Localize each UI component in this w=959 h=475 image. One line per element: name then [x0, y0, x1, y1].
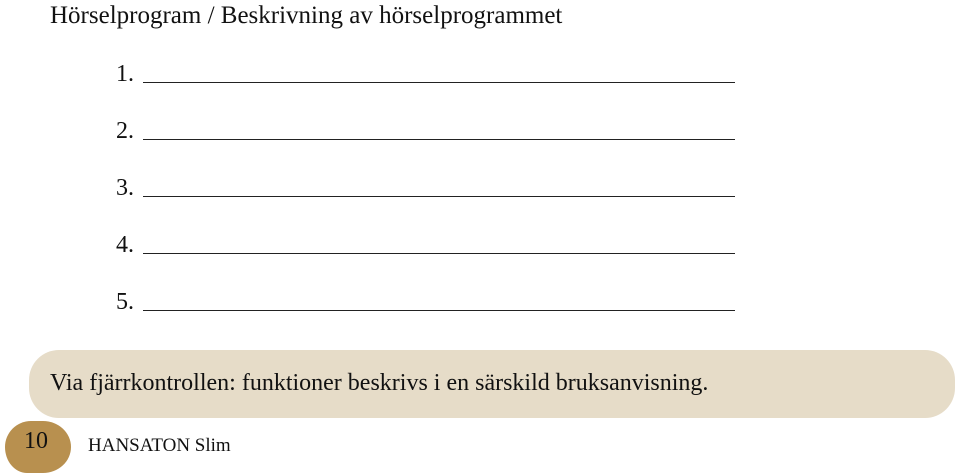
write-in-line[interactable] — [143, 196, 735, 197]
list-item-number: 5. — [116, 289, 134, 315]
list-item-number: 3. — [116, 175, 134, 201]
list-item — [116, 284, 746, 341]
list-item — [116, 56, 746, 113]
list-item-number: 2. — [116, 118, 134, 144]
list-item — [116, 227, 746, 284]
write-in-line[interactable] — [143, 139, 735, 140]
list-item — [116, 113, 746, 170]
note-text: Via fjärrkontrollen: funktioner beskrivs i en särskild bruksanvisning. — [50, 370, 709, 396]
note-box — [29, 350, 955, 418]
write-in-line[interactable] — [143, 82, 735, 83]
list-item-number: 1. — [116, 61, 134, 87]
page-title: Hörselprogram / Beskrivning av hörselprogrammet — [50, 2, 563, 29]
program-list — [116, 56, 746, 341]
write-in-line[interactable] — [143, 253, 735, 254]
list-item-number: 4. — [116, 232, 134, 258]
list-item — [116, 170, 746, 227]
write-in-line[interactable] — [143, 310, 735, 311]
page-number: 10 — [24, 428, 48, 454]
footer-brand: HANSATON Slim — [88, 435, 231, 456]
